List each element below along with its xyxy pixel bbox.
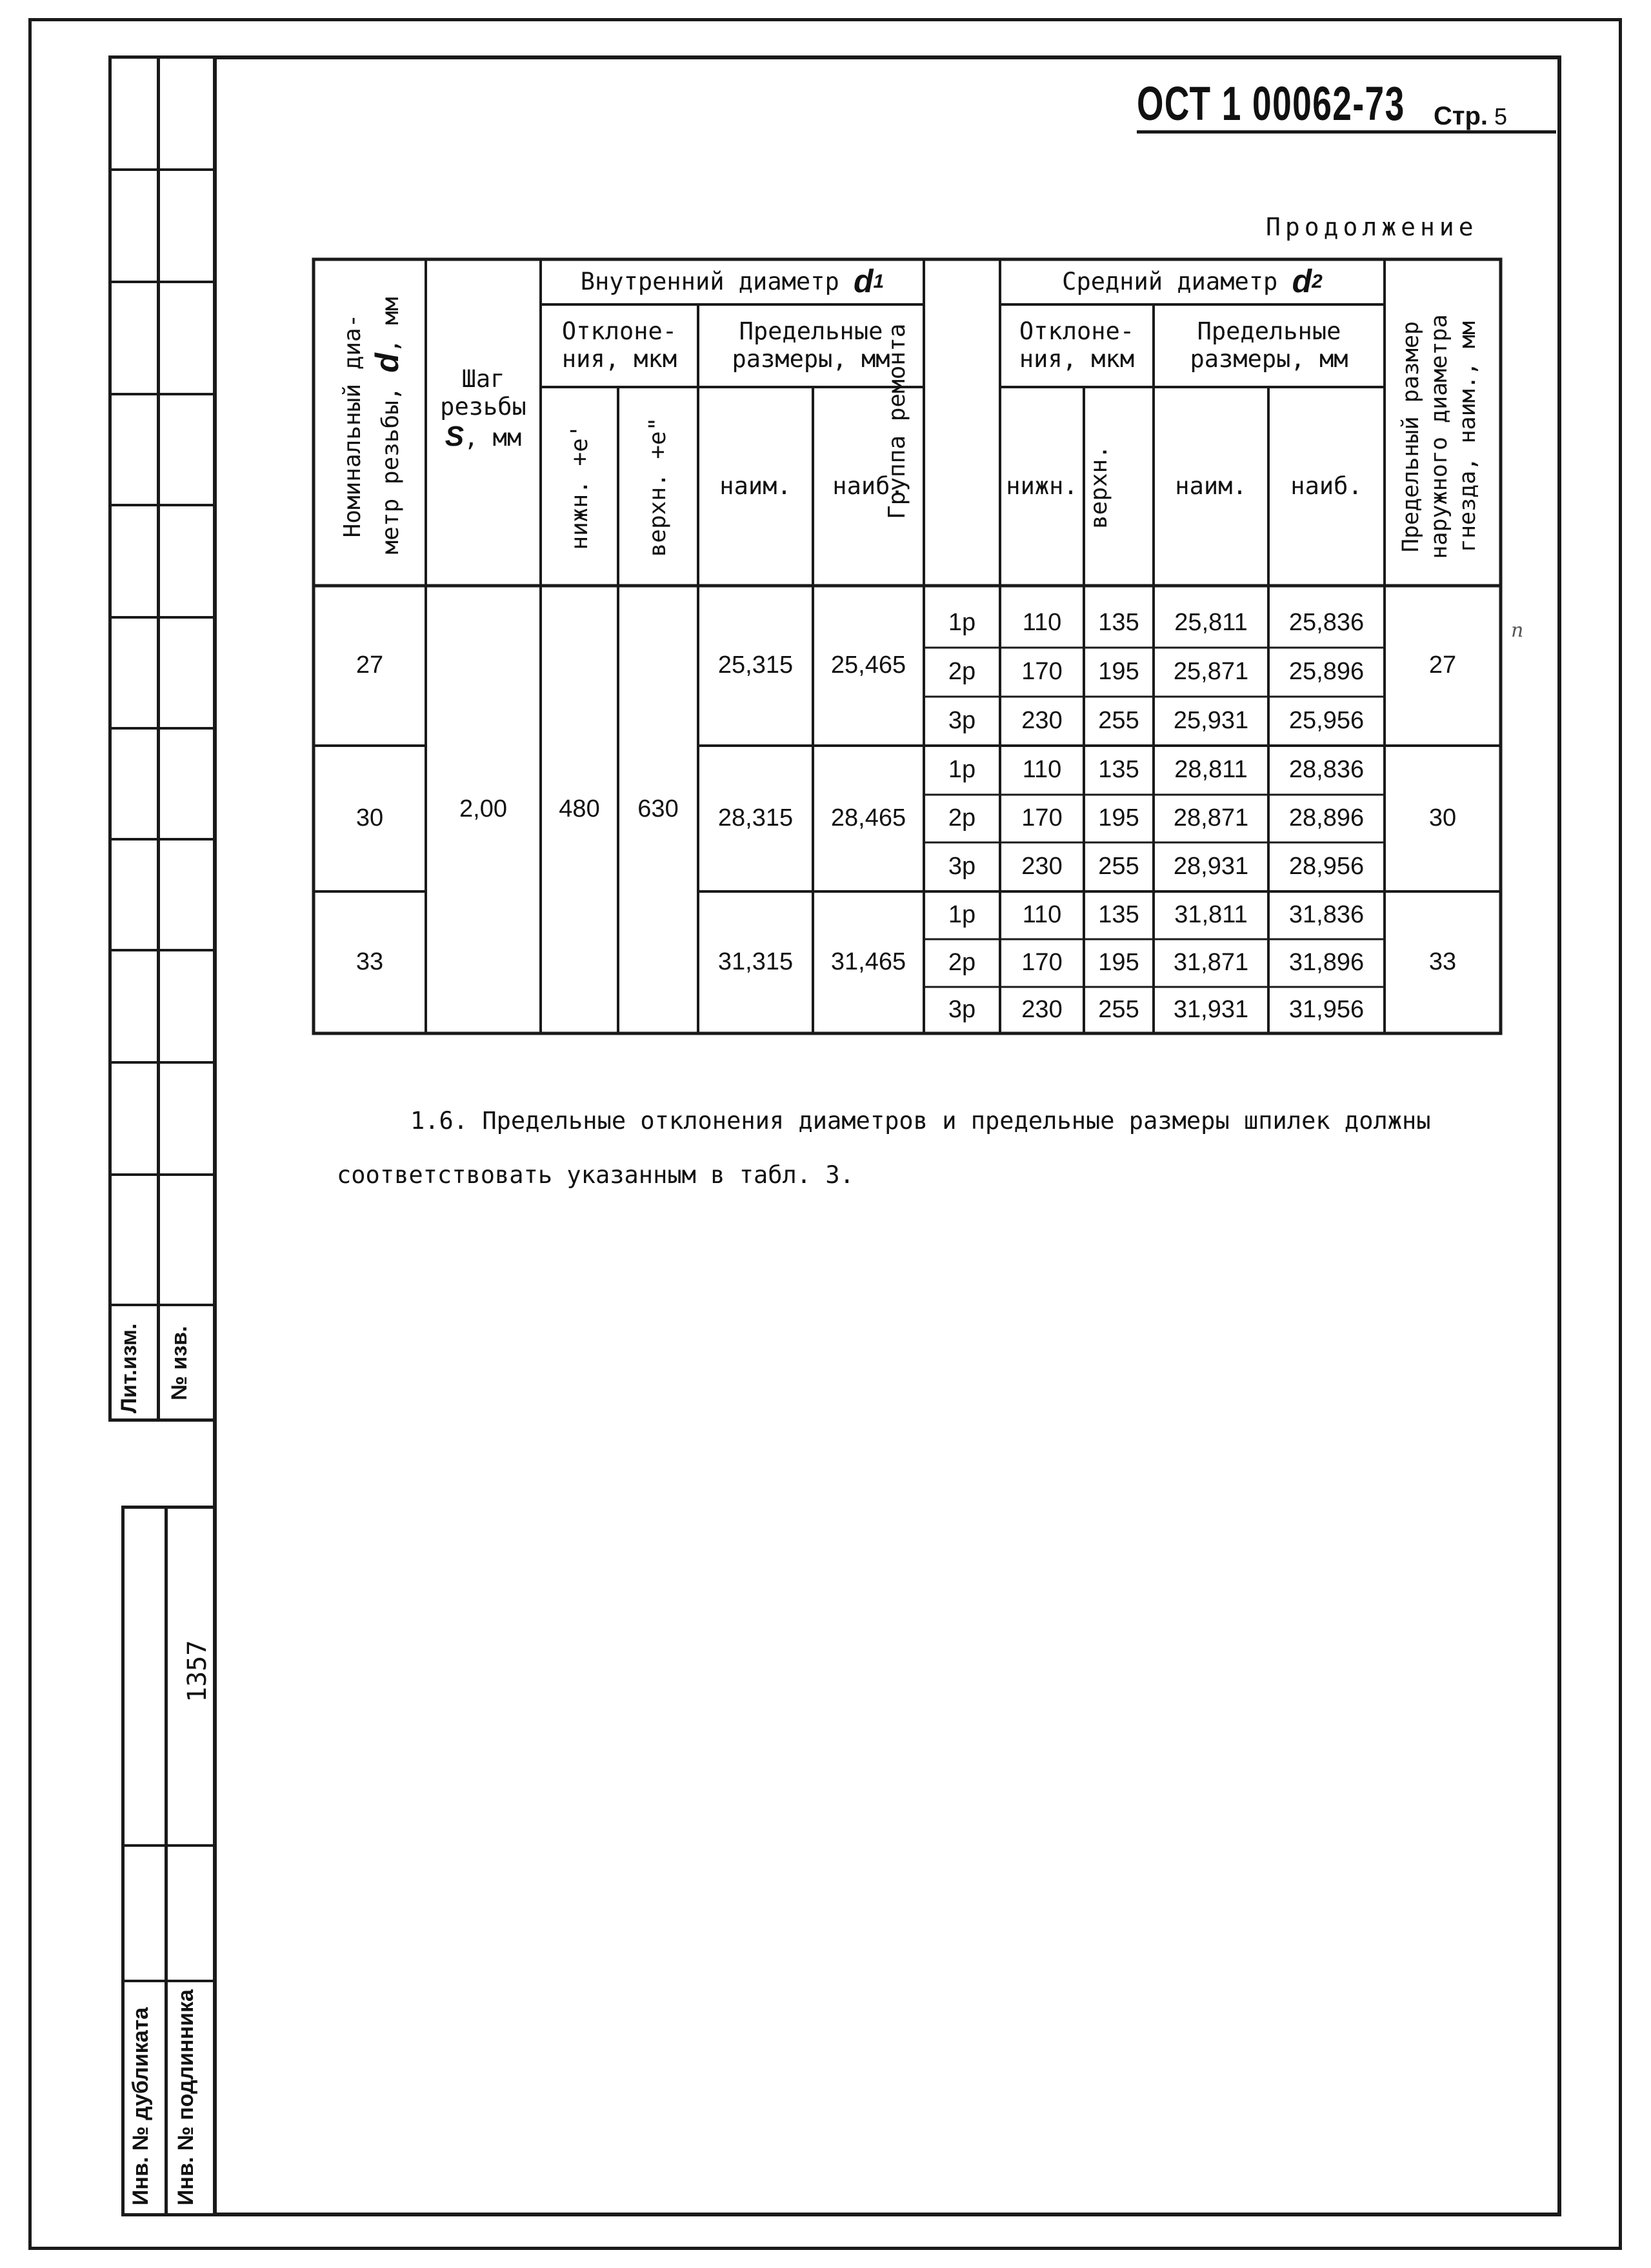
mid-max: 25,896 [1288,658,1365,686]
mid-max: 31,896 [1288,949,1365,977]
header-mid-deviations: Отклоне- ния, мкм [1019,317,1135,373]
inner-min: 28,315 [717,804,794,832]
mid-max: 28,896 [1288,804,1365,832]
pitch-value: 2,00 [459,795,507,823]
mid-upper: 255 [1098,853,1139,880]
header-mid-min: наим. [1175,472,1247,500]
repair-group: 1р [948,609,976,637]
page-number-value: 5 [1494,103,1508,130]
mid-max: 25,956 [1288,707,1365,735]
mid-max: 25,836 [1288,609,1365,637]
header-outer-limit: Предельный размер наружного диаметра гнезда, наим., мм [1398,314,1481,559]
header-mid-max: наиб. [1290,472,1363,500]
header-mid-upper: верхн. [1086,444,1112,530]
repair-group: 2р [948,949,976,977]
mid-lower: 230 [1021,996,1063,1024]
header-nominal-diameter: Номинальный диа- метр резьбы, d, мм [339,297,405,555]
outer-limit: 33 [1428,948,1457,976]
continuation-label: Продолжение [1266,213,1478,241]
mid-max: 28,956 [1288,853,1365,880]
sheet-number: 1357 [183,1640,212,1702]
mid-min: 25,931 [1173,707,1249,735]
mid-upper: 135 [1098,609,1139,637]
mid-max: 28,836 [1288,756,1365,784]
repair-group: 3р [948,853,976,880]
outer-limit: 30 [1428,804,1457,832]
document-code: ОСТ 1 00062-73 [1137,77,1405,130]
header-mid-diameter: Средний диаметр d 2 [1062,263,1323,300]
no-izv-label: № изв. [167,1326,192,1400]
paragraph-line-2: соответствовать указанным в табл. 3. [337,1161,854,1189]
mid-lower: 230 [1021,853,1063,880]
inv-podl-label: Инв. № подлинника [174,1989,198,2205]
header-pitch: Шаг резьбы S, мм [440,365,526,453]
revision-strip [108,55,214,1422]
header-inner-upper: верхн. +e" [645,417,671,557]
mid-min: 31,871 [1173,949,1249,977]
inventory-strip [121,1506,214,2216]
outer-limit: 27 [1428,652,1457,679]
repair-group: 1р [948,901,976,929]
mid-min: 31,931 [1173,996,1249,1024]
page-number [1434,102,1507,131]
nominal-diameter: 27 [355,652,384,679]
paragraph-line-1: 1.6. Предельные отклонения диаметров и предельные размеры шпилек должны [410,1107,1431,1135]
inner-deviation-upper: 630 [637,795,679,823]
repair-group: 2р [948,658,976,686]
header-repair-group: Группа ремонта [884,323,910,519]
mid-min: 28,871 [1173,804,1249,832]
nominal-diameter: 33 [355,948,384,976]
header-inner-deviations: Отклоне- ния, мкм [561,317,677,373]
header-rule [1137,130,1556,134]
mid-max: 31,956 [1288,996,1365,1024]
mid-min: 28,811 [1174,756,1248,784]
inv-dubl-label: Инв. № дубликата [128,2007,153,2205]
repair-group: 1р [948,756,976,784]
mid-min: 31,811 [1174,901,1248,929]
mid-min: 25,871 [1173,658,1249,686]
mid-max: 31,836 [1288,901,1365,929]
nominal-diameter: 30 [355,804,384,832]
inner-deviation-lower: 480 [559,795,600,823]
mid-lower: 110 [1022,901,1062,929]
mid-upper: 135 [1098,901,1139,929]
header-inner-diameter: Внутренний диаметр d 1 [580,263,885,300]
mid-lower: 170 [1021,658,1063,686]
repair-group: 3р [948,996,976,1024]
header-mid-lower: нижн. [1006,472,1078,500]
mid-upper: 255 [1098,707,1139,735]
header-inner-lower: нижн. +e' [566,424,593,550]
mid-upper: 255 [1098,996,1139,1024]
repair-group: 3р [948,707,976,735]
inner-min: 25,315 [717,652,794,679]
inner-max: 31,465 [830,948,906,976]
inner-max: 25,465 [830,652,906,679]
mid-min: 28,931 [1173,853,1249,880]
page-label: Стр. [1434,102,1488,130]
mid-lower: 230 [1021,707,1063,735]
mid-lower: 110 [1022,609,1062,637]
margin-mark: п [1511,619,1524,642]
header-inner-limits: Предельные размеры, мм [732,317,890,373]
inner-max: 28,465 [830,804,906,832]
mid-lower: 170 [1021,804,1063,832]
mid-min: 25,811 [1174,609,1248,637]
header-mid-limits: Предельные размеры, мм [1190,317,1348,373]
mid-upper: 195 [1098,804,1139,832]
header-inner-min: наим. [719,472,792,500]
mid-upper: 135 [1098,756,1139,784]
inner-min: 31,315 [717,948,794,976]
lit-izm-label: Лит.изм. [117,1323,141,1413]
repair-group: 2р [948,804,976,832]
mid-lower: 170 [1021,949,1063,977]
mid-lower: 110 [1022,756,1062,784]
inner-frame [213,55,1561,2216]
mid-upper: 195 [1098,658,1139,686]
header-inner-max: наиб. [832,472,905,500]
mid-upper: 195 [1098,949,1139,977]
